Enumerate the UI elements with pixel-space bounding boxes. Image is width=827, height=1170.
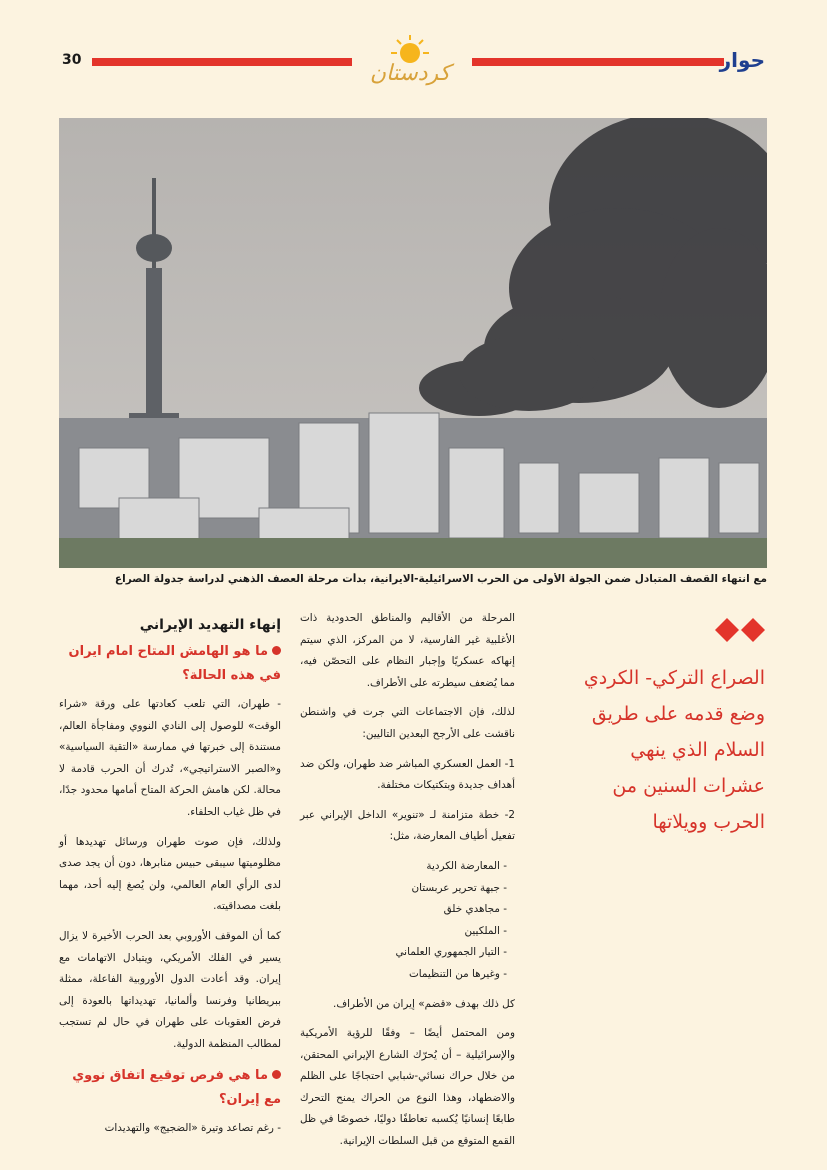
question-heading: ما هي فرص توقيع اتفاق نووي مع إيران؟ bbox=[72, 1067, 281, 1107]
paragraph: المرحلة من الأقاليم والمناطق الحدودية ذات الأغلبية غير الفارسية، لا من المركز، الذي سيتم إنهاكه عسكريًا وإجبار النظام على التحصّن فيه، مما يُضعف سيطرته على الأطراف. bbox=[300, 612, 515, 689]
opposition-list bbox=[300, 856, 515, 986]
paragraph: - طهران، التي تلعب كعادتها على ورقة «شراء الوقت» للوصول إلى النادي النووي ومفاجأة العالم، مستندة إلى خبرتها في ممارسة «التقية السياسية» و«الصبر الاستراتيجي»، تُدرك أن الحرب قادمة لا محالة. لكن هامش الحركة المتاح أمامها محدود جدًا، في ظل غياب الحلفاء. bbox=[59, 698, 281, 818]
paragraph: 1- العمل العسكري المباشر ضد طهران، ولكن ضد أهداف جديدة وبتكتيكات مختلفة. bbox=[300, 757, 515, 792]
list-item: - وغيرها من التنظيمات bbox=[408, 967, 507, 980]
paragraph: كل ذلك بهدف «قضم» إيران من الأطراف. bbox=[333, 997, 515, 1010]
magazine-logo bbox=[355, 35, 465, 90]
diamond-ornament-icon bbox=[713, 618, 769, 646]
smoke-over-city-photo bbox=[59, 118, 767, 568]
list-item: - التيار الجمهوري العلماني bbox=[395, 946, 507, 959]
paragraph: 2- خطة متزامنة لـ «تنوير» الداخل الإيراني عبر تفعيل أطياف المعارضة، مثل: bbox=[300, 808, 515, 843]
page-number: 30 bbox=[62, 52, 82, 68]
list-item: - جبهة تحرير عربستان bbox=[411, 881, 507, 894]
section-heading: إنهاء التهديد الإيراني bbox=[139, 617, 281, 633]
section-title: حوار bbox=[719, 48, 765, 72]
svg-text:كردستان: كردستان bbox=[369, 61, 451, 86]
article-column-right bbox=[300, 608, 515, 1161]
list-item: - المعارضة الكردية bbox=[426, 859, 507, 872]
paragraph: ومن المحتمل أيضًا – وفقًا للرؤية الأمريكية والإسرائيلية – أن يُحرّك الشارع الإيراني المحتقن، من خلال حراك نسائي-شبابي احتجاجًا على الظلم والاضطهاد، وهذا النوع من الحراك يمنح التحرك طابعًا إنسانيًا يُكسبه تعاطفًا دوليًا، خصوصًا في ظل القمع المتوقع من قبل السلطات الإيرانية. bbox=[300, 1027, 515, 1148]
list-item: - مجاهدي خلق bbox=[443, 903, 507, 916]
paragraph: ولذلك، فإن صوت طهران ورسائل تهديدها أو مظلوميتها سيبقى حبيس منابرها، دون أن يجد صدى لدى الرأي العام العالمي، ولن يُصغ إليه أحد، مهما بلغت مصداقيته. bbox=[59, 835, 281, 913]
header-rule-right bbox=[472, 58, 724, 66]
bullet-icon bbox=[272, 1070, 281, 1079]
paragraph: لذلك، فإن الاجتماعات التي جرت في واشنطن ناقشت على الأرجح البعدين التاليين: bbox=[300, 706, 515, 740]
photo-caption: مع انتهاء القصف المتبادل ضمن الجولة الأولى من الحرب الاسرائيلية-الايرانية، بدأت مرحلة العصف الذهني لدراسة جدولة الصراع bbox=[114, 573, 767, 585]
list-item: - الملكيين bbox=[464, 924, 507, 937]
pull-quote: الصراع التركي- الكردي وضع قدمه على طريق السلام الذي ينهي عشرات السنين من الحرب وويلاتها bbox=[583, 667, 765, 833]
bullet-icon bbox=[272, 646, 281, 655]
header-rule-left bbox=[92, 58, 352, 66]
paragraph: - رغم تصاعد وتيرة «الضجيج» والتهديدات bbox=[104, 1121, 281, 1134]
paragraph: كما أن الموقف الأوروبي بعد الحرب الأخيرة لا يزال يسير في الفلك الأمريكي، ويتبادل الاتهامات مع إيران. وقد أعادت الدول الأوروبية الفاعلة، ممثلة ببريطانيا وفرنسا وألمانيا، تهديداتها بالعودة إلى فرض العقوبات على طهران في حال لم تستجب لمطالب المنظمة الدولية. bbox=[59, 929, 281, 1050]
question-heading: ما هو الهامش المتاح امام ايران في هذه الحالة؟ bbox=[68, 644, 281, 683]
article-column-left bbox=[59, 614, 281, 1147]
